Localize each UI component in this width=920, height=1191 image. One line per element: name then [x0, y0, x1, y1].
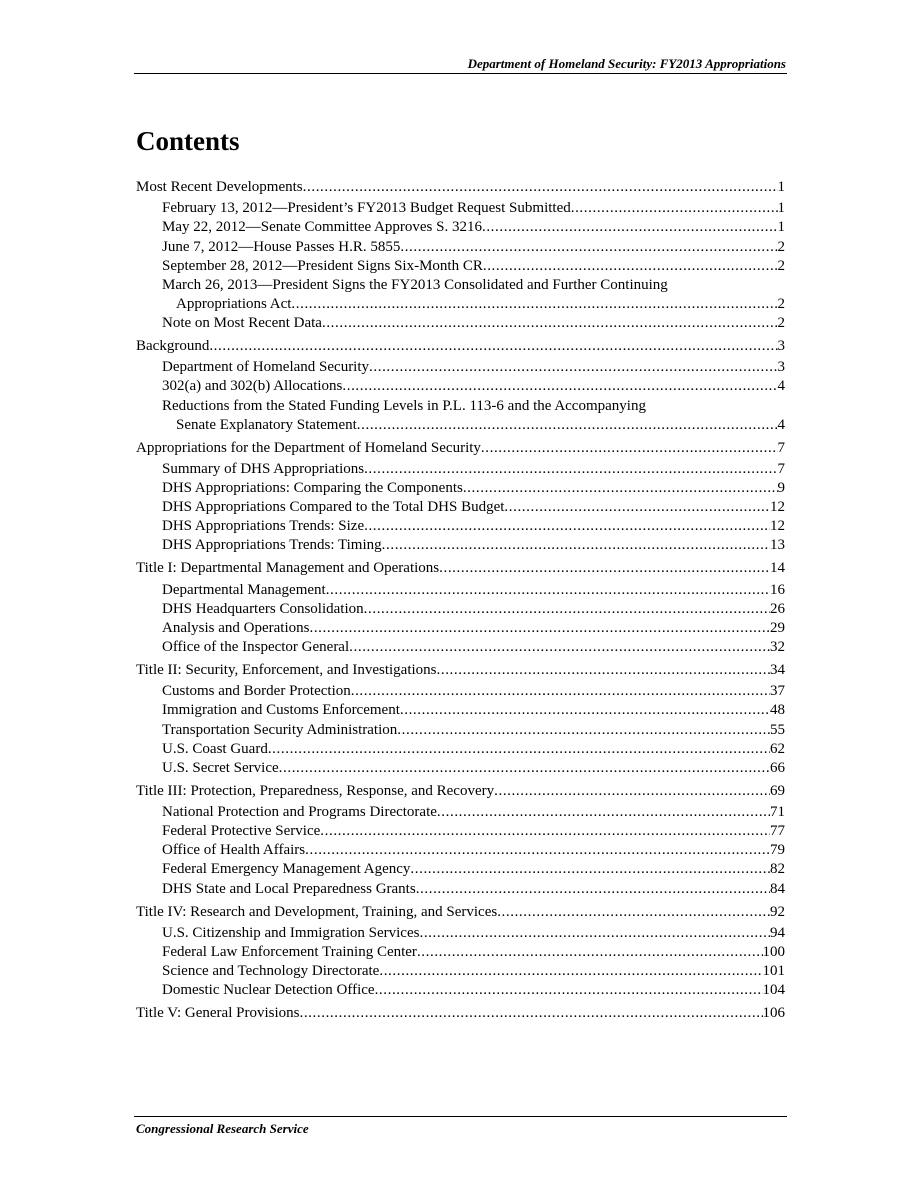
toc-entry[interactable] — [136, 439, 785, 458]
toc-entry-title: Analysis and Operations — [162, 619, 310, 636]
toc-entry-title: U.S. Coast Guard — [162, 740, 268, 757]
toc-entry[interactable] — [136, 397, 785, 435]
dot-leader — [382, 536, 770, 555]
toc-entry-page: 100 — [762, 943, 785, 960]
toc-entry-page: 3 — [777, 359, 785, 376]
dot-leader — [397, 721, 770, 740]
toc-entry[interactable] — [136, 803, 785, 822]
toc-entry-page: 55 — [770, 721, 785, 738]
toc-entry-title-line1: Reductions from the Stated Funding Levels in P.L. 113-6 and the Accompanying — [162, 397, 646, 414]
dot-leader — [291, 295, 777, 314]
toc-entry-page: 32 — [770, 639, 785, 656]
dot-leader — [309, 619, 770, 638]
toc-entry-title: Note on Most Recent Data — [162, 314, 322, 331]
dot-leader — [268, 740, 770, 759]
toc-entry-title: Office of the Inspector General — [162, 639, 350, 656]
toc-entry-title: Immigration and Customs Enforcement — [162, 702, 400, 719]
toc-entry-page: 1 — [777, 200, 785, 217]
toc-entry[interactable] — [136, 1004, 785, 1023]
footer-rule — [134, 1116, 787, 1117]
toc-entry-row — [136, 416, 785, 435]
dot-leader — [439, 559, 770, 578]
dot-leader — [305, 841, 770, 860]
dot-leader — [483, 257, 778, 276]
dot-leader — [437, 661, 771, 680]
toc-entry[interactable] — [136, 238, 785, 257]
toc-entry[interactable] — [136, 943, 785, 962]
toc-entry[interactable] — [136, 619, 785, 638]
toc-entry-page: 37 — [770, 683, 785, 700]
toc-entry[interactable] — [136, 721, 785, 740]
dot-leader — [364, 460, 777, 479]
toc-entry[interactable] — [136, 218, 785, 237]
dot-leader — [400, 701, 770, 720]
toc-entry-title: Title I: Departmental Management and Operations — [136, 560, 440, 577]
toc-entry[interactable] — [136, 358, 785, 377]
toc-entry-page: 71 — [770, 804, 785, 821]
toc-entry-title: DHS Appropriations Trends: Size — [162, 518, 365, 535]
toc-entry-page: 94 — [770, 924, 785, 941]
dot-leader — [369, 358, 777, 377]
toc-entry-page: 2 — [777, 295, 785, 312]
toc-entry-title: May 22, 2012—Senate Committee Approves S. 3216 — [162, 219, 482, 236]
dot-leader — [481, 439, 778, 458]
toc-entry[interactable] — [136, 199, 785, 218]
toc-entry-page: 1 — [777, 179, 785, 195]
toc-entry-title: Appropriations for the Department of Homeland Security — [136, 439, 481, 456]
toc-entry-page: 2 — [777, 238, 785, 255]
toc-entry-title: Senate Explanatory Statement — [176, 416, 357, 433]
dot-leader — [349, 638, 770, 657]
toc-entry-page: 106 — [762, 1005, 785, 1022]
toc-entry-page: 77 — [770, 823, 785, 840]
running-footer: Congressional Research Service — [136, 1121, 309, 1136]
toc-entry-title: U.S. Secret Service — [162, 759, 279, 776]
toc-entry-title: DHS Appropriations Trends: Timing — [162, 537, 382, 554]
toc-entry-page: 13 — [770, 537, 785, 554]
toc-entry[interactable] — [136, 460, 785, 479]
toc-entry-title: DHS State and Local Preparedness Grants — [162, 880, 416, 897]
toc-entry-page: 69 — [770, 782, 785, 799]
dot-leader — [571, 199, 778, 218]
toc-entry-title: Title II: Security, Enforcement, and Investigations — [136, 662, 437, 678]
toc-entry-title: Office of Health Affairs — [162, 842, 306, 859]
dot-leader — [504, 498, 770, 517]
toc-entry-title: Science and Technology Directorate — [162, 963, 380, 980]
toc-entry[interactable] — [136, 600, 785, 619]
toc-entry-title: Domestic Nuclear Detection Office — [162, 982, 375, 999]
toc-entry-page: 16 — [770, 581, 785, 598]
toc-entry-page: 4 — [777, 416, 785, 433]
dot-leader — [497, 903, 770, 922]
toc-entry[interactable] — [136, 661, 785, 680]
toc-entry[interactable] — [136, 638, 785, 657]
toc-entry-title: Appropriations Act — [176, 295, 292, 312]
toc-entry-page: 12 — [770, 518, 785, 535]
toc-entry-title: Federal Law Enforcement Training Center — [162, 943, 417, 960]
dot-leader — [410, 860, 770, 879]
toc-entry[interactable] — [136, 782, 785, 801]
toc-entry[interactable] — [136, 822, 785, 841]
toc-entry-title: September 28, 2012—President Signs Six-Month CR — [162, 257, 483, 274]
toc-entry-page: 26 — [770, 600, 785, 617]
toc-entry-page: 104 — [762, 982, 785, 999]
toc-entry-title: Title IV: Research and Development, Training, and Services — [136, 903, 498, 920]
dot-leader — [364, 517, 770, 536]
toc-entry-title: Customs and Border Protection — [162, 683, 351, 700]
header-rule — [134, 73, 787, 74]
dot-leader — [494, 782, 770, 801]
dot-leader — [351, 682, 770, 701]
toc-entry[interactable] — [136, 581, 785, 600]
dot-leader — [320, 822, 770, 841]
toc-entry-page: 7 — [777, 439, 785, 456]
toc-entry-title-line1: March 26, 2013—President Signs the FY2013 Consolidated and Further Continuing — [162, 276, 668, 293]
toc-entry-title: U.S. Citizenship and Immigration Services — [162, 924, 420, 941]
dot-leader — [326, 581, 770, 600]
dot-leader — [299, 1004, 762, 1023]
toc-entry-title: Departmental Management — [162, 581, 326, 598]
toc-entry-page: 92 — [770, 903, 785, 920]
toc-entry[interactable] — [136, 981, 785, 1000]
toc-entry[interactable] — [136, 257, 785, 276]
toc-entry[interactable] — [136, 517, 785, 536]
toc-entry-page: 66 — [770, 759, 785, 776]
toc-entry-title: Summary of DHS Appropriations — [162, 460, 365, 477]
toc-entry-title: June 7, 2012—House Passes H.R. 5855 — [162, 238, 401, 255]
toc-entry-page: 2 — [777, 257, 785, 274]
toc-entry-title: February 13, 2012—President’s FY2013 Budget Request Submitted — [162, 200, 571, 217]
dot-leader — [379, 962, 762, 981]
toc-entry-title: DHS Appropriations Compared to the Total DHS Budget — [162, 499, 505, 516]
toc-entry-page: 62 — [770, 740, 785, 757]
dot-leader — [417, 943, 763, 962]
toc-entry-page: 1 — [777, 219, 785, 236]
dot-leader — [364, 600, 770, 619]
dot-leader — [416, 880, 770, 899]
toc-entry-title: Department of Homeland Security — [162, 359, 370, 376]
toc-entry-page: 4 — [777, 378, 785, 395]
toc-entry-page: 84 — [770, 880, 785, 897]
toc-entry-row — [136, 295, 785, 314]
toc-entry[interactable] — [136, 880, 785, 899]
toc-entry[interactable] — [136, 903, 785, 922]
dot-leader — [322, 314, 778, 333]
toc-entry-page: 12 — [770, 499, 785, 516]
toc-entry[interactable] — [136, 740, 785, 759]
toc-entry-title: DHS Headquarters Consolidation — [162, 600, 364, 617]
toc-entry[interactable] — [136, 536, 785, 555]
dot-leader — [279, 759, 770, 778]
dot-leader — [437, 803, 770, 822]
toc-entry[interactable] — [136, 559, 785, 578]
toc-entry-title: 302(a) and 302(b) Allocations — [162, 378, 343, 395]
toc-entry-page: 29 — [770, 619, 785, 636]
dot-leader — [342, 377, 777, 396]
running-header: Department of Homeland Security: FY2013 Appropriations — [467, 56, 786, 71]
toc-entry[interactable] — [136, 498, 785, 517]
table-of-contents — [136, 178, 785, 1023]
dot-leader — [357, 416, 778, 435]
toc-entry[interactable] — [136, 701, 785, 720]
toc-entry[interactable] — [136, 924, 785, 943]
toc-entry-page: 14 — [770, 560, 785, 577]
toc-entry[interactable] — [136, 178, 785, 197]
toc-entry[interactable] — [136, 337, 785, 356]
toc-entry[interactable] — [136, 860, 785, 879]
dot-leader — [375, 981, 763, 1000]
toc-entry[interactable] — [136, 682, 785, 701]
toc-entry-title: Most Recent Developments — [136, 179, 303, 195]
dot-leader — [482, 218, 778, 237]
toc-entry-page: 101 — [762, 963, 785, 980]
toc-entry[interactable] — [136, 276, 785, 314]
toc-entry-page: 48 — [770, 702, 785, 719]
toc-entry-title: Title III: Protection, Preparedness, Response, and Recovery — [136, 782, 495, 799]
toc-entry-title: DHS Appropriations: Comparing the Components — [162, 480, 463, 497]
toc-entry-title: Background — [136, 337, 210, 354]
toc-entry[interactable] — [136, 479, 785, 498]
dot-leader — [419, 924, 770, 943]
toc-entry-title: Federal Protective Service — [162, 823, 321, 840]
dot-leader — [463, 479, 778, 498]
toc-entry-page: 79 — [770, 842, 785, 859]
toc-entry-page: 3 — [777, 337, 785, 354]
toc-entry-title: National Protection and Programs Directorate — [162, 804, 437, 821]
toc-entry-page: 2 — [777, 314, 785, 331]
contents-title: Contents — [136, 126, 240, 156]
toc-entry-page: 7 — [777, 460, 785, 477]
dot-leader — [209, 337, 777, 356]
toc-entry-page: 34 — [770, 662, 785, 678]
toc-entry-title: Title V: General Provisions — [136, 1005, 300, 1022]
toc-entry[interactable] — [136, 962, 785, 981]
toc-entry-title: Transportation Security Administration — [162, 721, 398, 738]
toc-entry-page: 9 — [777, 480, 785, 497]
toc-entry-title: Federal Emergency Management Agency — [162, 861, 411, 878]
toc-entry[interactable] — [136, 841, 785, 860]
toc-entry-page: 82 — [770, 861, 785, 878]
toc-entry[interactable] — [136, 377, 785, 396]
dot-leader — [400, 238, 777, 257]
toc-entry[interactable] — [136, 314, 785, 333]
toc-entry[interactable] — [136, 759, 785, 778]
dot-leader — [303, 178, 778, 197]
